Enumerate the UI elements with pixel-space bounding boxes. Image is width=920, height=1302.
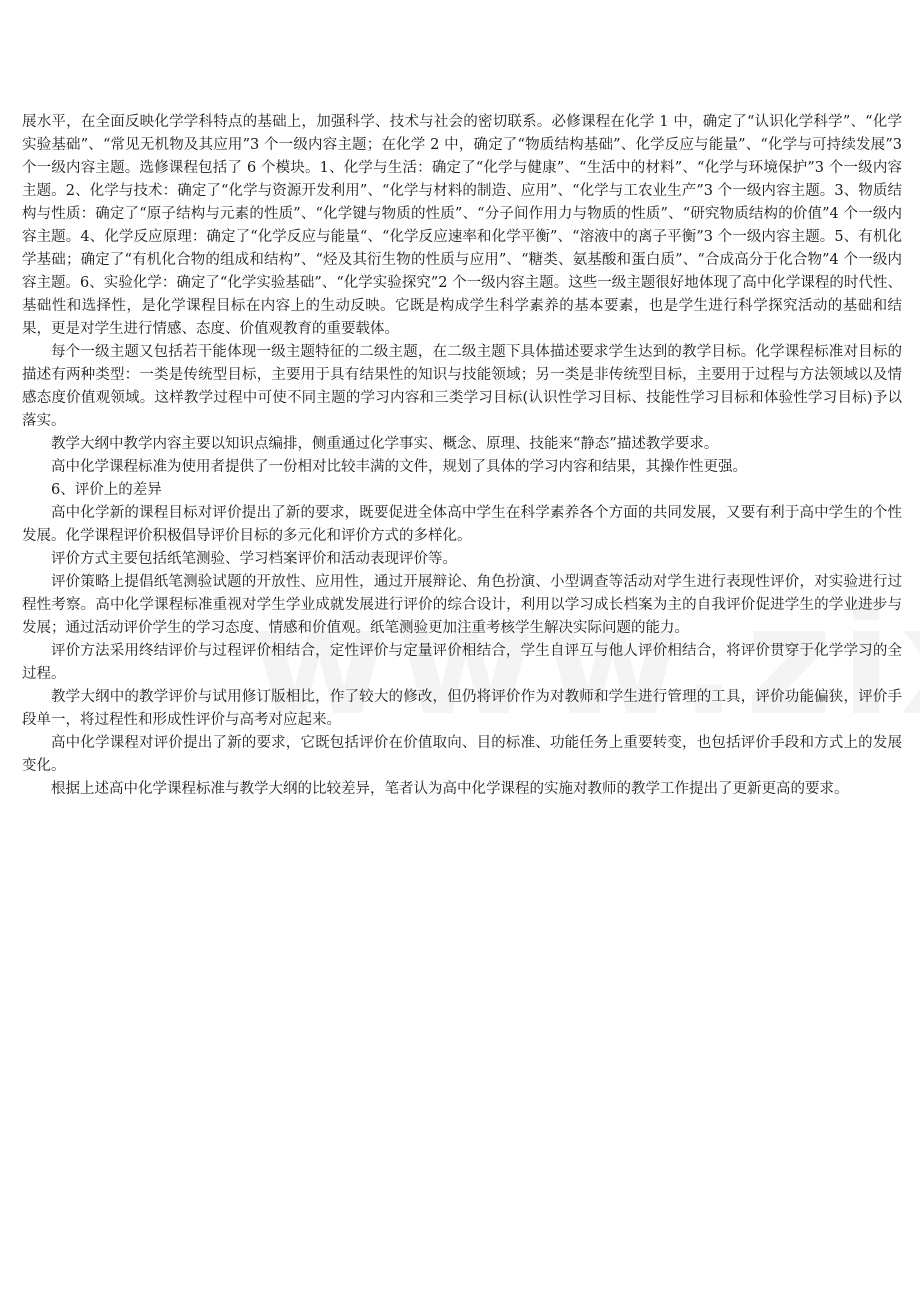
paragraph-2: 每个一级主题又包括若干能体现一级主题特征的二级主题，在二级主题下具体描述要求学生达到的教学目标。化学课程标准对目标的描述有两种类型：一类是传统型目标，主要用于具有结果性的知识与技能领域；另一类是非传统型目标，主要用于过程与方法领域以及情感态度价值观领域。这样教学过程中可使不同主题的学习内容和三类学习目标(认识性学习目标、技能性学习目标和体验性学习目标)予以落实。 xyxy=(22,344,902,429)
paragraph-3: 教学大纲中教学内容主要以知识点编排，侧重通过化学事实、概念、原理、技能来“静态”描述教学要求。 xyxy=(51,436,719,452)
section-heading-evaluation: 6、评价上的差异 xyxy=(51,482,162,498)
paragraph-1: 展水平，在全面反映化学学科特点的基础上，加强科学、技术与社会的密切联系。必修课程在化学 1 中，确定了“认识化学科学”、“化学实验基础”、“常见无机物及其应用”3 个一级内容主题；在化学 2 中，确定了“物质结构基础”、化学反应与能量”、“化学与可持续发展”3 个一级内容主题。选修课程包括了 6 个模块。1、化学与生活：确定了“化学与健康”、“生活中的材料”、“化学与环境保护”3 个一级内容主题。2、化学与技术：确定了“化学与资源开发利用”、“化学与材料的制造、应用”、“化学与工农业生产”3 个一级内容主题。3、物质结构与性质：确定了“原子结构与元素的性质”、“化学键与物质的性质”、“分子间作用力与物质的性质”、“研究物质结构的价值”4 个一级内容主题。4、化学反应原理：确定了“化学反应与能量“、“化学反应速率和化学平衡”、“溶液中的离子平衡”3 个一级内容主题。5、有机化学基础；确定了“有机化合物的组成和结构”、“烃及其衍生物的性质与应用”、“糖类、氨基酸和蛋白质”、“合成高分于化合物”4 个一级内容主题。6、实验化学：确定了“化学实验基础”、“化学实验探究”2 个一级内容主题。这些一级主题很好地体现了高中化学课程的时代性、基础性和选择性，是化学课程目标在内容上的生动反映。它既是构成学生科学素养的基本要素，也是学生进行科学探究活动的基础和结果，更是对学生进行情感、态度、价值观教育的重要载体。 xyxy=(22,114,902,337)
paragraph-6: 高中化学新的课程目标对评价提出了新的要求，既要促进全体高中学生在科学素养各个方面的共同发展，又要有利于高中学生的个性发展。化学课程评价积极倡导评价目标的多元化和评价方式的多样化。 xyxy=(22,505,902,544)
paragraph-8: 评价策略上提倡纸笔测验试题的开放性、应用性，通过开展辩论、角色扮演、小型调查等活动对学生进行表现性评价，对实验进行过程性考察。高中化学课程标准重视对学生学业成就发展进行评价的综合设计，利用以学习成长档案为主的自我评价促进学生的学业进步与发展；通过活动评价学生的学习态度、情感和价值观。纸笔测验更加注重考核学生解决实际问题的能力。 xyxy=(22,574,902,636)
paragraph-9: 评价方法采用终结评价与过程评价相结合，定性评价与定量评价相结合，学生自评互与他人评价相结合，将评价贯穿于化学学习的全过程。 xyxy=(22,643,902,682)
paragraph-7: 评价方式主要包括纸笔测验、学习档案评价和活动表现评价等。 xyxy=(51,551,457,567)
paragraph-4: 高中化学课程标准为使用者提供了一份相对比较丰满的文件，规划了具体的学习内容和结果，其操作性更强。 xyxy=(51,459,747,475)
paragraph-10: 教学大纲中的教学评价与试用修订版相比，作了较大的修改，但仍将评价作为对教师和学生进行管理的工具，评价功能偏狭，评价手段单一，将过程性和形成性评价与高考对应起来。 xyxy=(22,689,902,728)
document-body xyxy=(22,111,902,801)
paragraph-12: 根据上述高中化学课程标准与教学大纲的比较差异，笔者认为高中化学课程的实施对教师的教学工作提出了更新更高的要求。 xyxy=(51,781,849,797)
paragraph-11: 高中化学课程对评价提出了新的要求，它既包括评价在价值取向、目的标准、功能任务上重要转变，也包括评价手段和方式上的发展变化。 xyxy=(22,735,902,774)
